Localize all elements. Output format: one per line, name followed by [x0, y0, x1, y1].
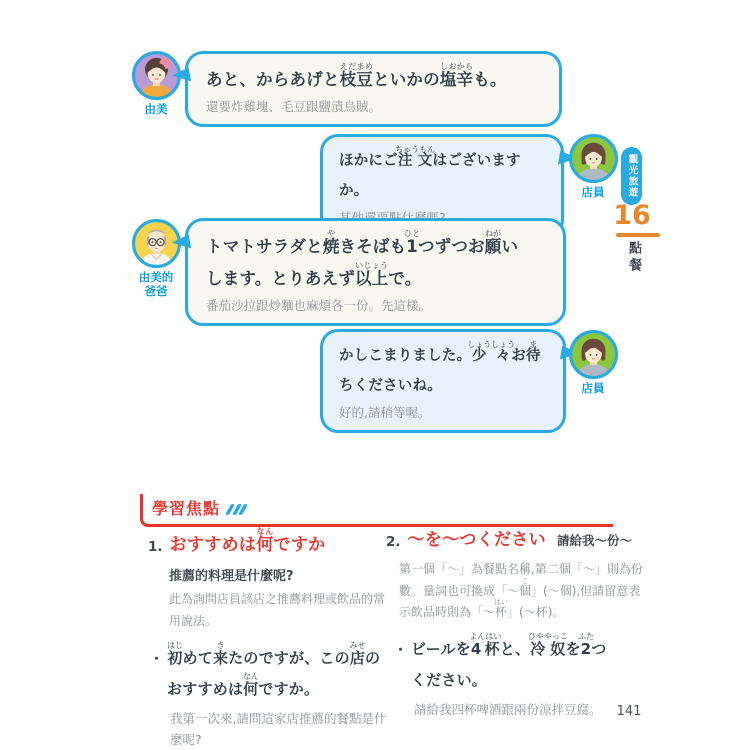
speaker-label: 店員: [581, 185, 605, 199]
japanese-sentence: かしこまりました。少々しょうしょうお待ま ちくださいね。: [339, 340, 541, 395]
bullet-dot: ・: [394, 643, 408, 659]
point-number: 2.: [386, 534, 401, 551]
learning-focus-header: [140, 494, 613, 527]
example-japanese: ビールを4杯よんはいと、冷奴ひややっこを2ふたつ ください。: [411, 632, 607, 690]
category-tab: [621, 147, 642, 205]
japanese-sentence: あと、からあげと枝豆えだまめといかの塩辛しおからも。: [206, 62, 507, 89]
clerk-avatar-icon: [567, 328, 620, 381]
example-sentence: [150, 641, 390, 705]
chinese-translation: 好的,請稍等喔。: [339, 404, 431, 420]
chinese-translation: 還要炸雞塊、毛豆跟鹽漬烏賊。: [206, 99, 382, 115]
example-translation: 我第一次來,請問這家店推薦的餐點是什麼呢?: [170, 710, 387, 747]
point-title-chinese: 請給我～份～: [556, 533, 632, 549]
japanese-sentence: トマトサラダと焼やきそばも1ひとつずつお願ねがい します。とりあえず以上いじょうで。: [206, 229, 519, 289]
focus-point-1-heading: [148, 527, 390, 558]
lesson-number-underline: [616, 233, 660, 237]
focus-point-2-heading: [386, 527, 646, 553]
learning-focus-title: 學習焦點: [152, 499, 221, 518]
point-description: 第一個「～」為餐點名稱,第二個「～」則為份數。量詞也可換成「～個こ」(～個),但請留意表示飲品時則為「～杯はい」(～杯)。: [399, 562, 643, 620]
page-number: 141: [616, 704, 642, 719]
chinese-translation: 番茄沙拉跟炒麵也麻煩各一份。先這樣。: [206, 298, 432, 314]
bubble-tail: [171, 235, 191, 252]
speech-bubble-father: [185, 218, 566, 326]
speech-bubble-yumi: [185, 51, 562, 127]
point-subtitle-chinese: 推薦的料理是什麼呢?: [169, 569, 294, 585]
bullet-dot: ・: [150, 652, 164, 668]
lesson-title: 點餐: [626, 241, 641, 275]
clerk-avatar-icon: [567, 132, 620, 185]
father-avatar: [127, 217, 185, 299]
point-number: 1.: [148, 539, 163, 556]
japanese-sentence: ほかにご注文ちゅうもんはございますか。: [339, 145, 521, 200]
focus-point-2: [386, 527, 646, 720]
example-translation: 請給我四杯啤酒跟兩份涼拌豆腐。: [414, 701, 602, 717]
focus-point-1: [148, 527, 390, 750]
speaker-label: 由美的 爸爸: [138, 270, 174, 298]
speaker-label: 店員: [581, 381, 605, 395]
bubble-tail: [171, 68, 191, 85]
point-description: 此為詢問店員該店之推薦料理或飲品的常用說法。: [169, 592, 386, 628]
clerk-avatar-2: [564, 328, 622, 396]
lesson-number: 16: [613, 200, 651, 231]
example-japanese: 初はじめて来きたのですが、この店みせの おすすめは何なんですか。: [167, 641, 381, 698]
point-title-japanese: ～を～つください: [407, 530, 546, 550]
focus-slashes-icon: [228, 504, 245, 515]
speech-bubble-clerk-2: [320, 329, 566, 433]
category-tab-label: 觀光旅遊: [626, 154, 638, 198]
clerk-avatar-1: [564, 132, 622, 200]
example-sentence: [394, 632, 646, 696]
speaker-label: 由美: [144, 102, 168, 116]
point-title-japanese: おすすめは何なんですか: [169, 527, 326, 555]
